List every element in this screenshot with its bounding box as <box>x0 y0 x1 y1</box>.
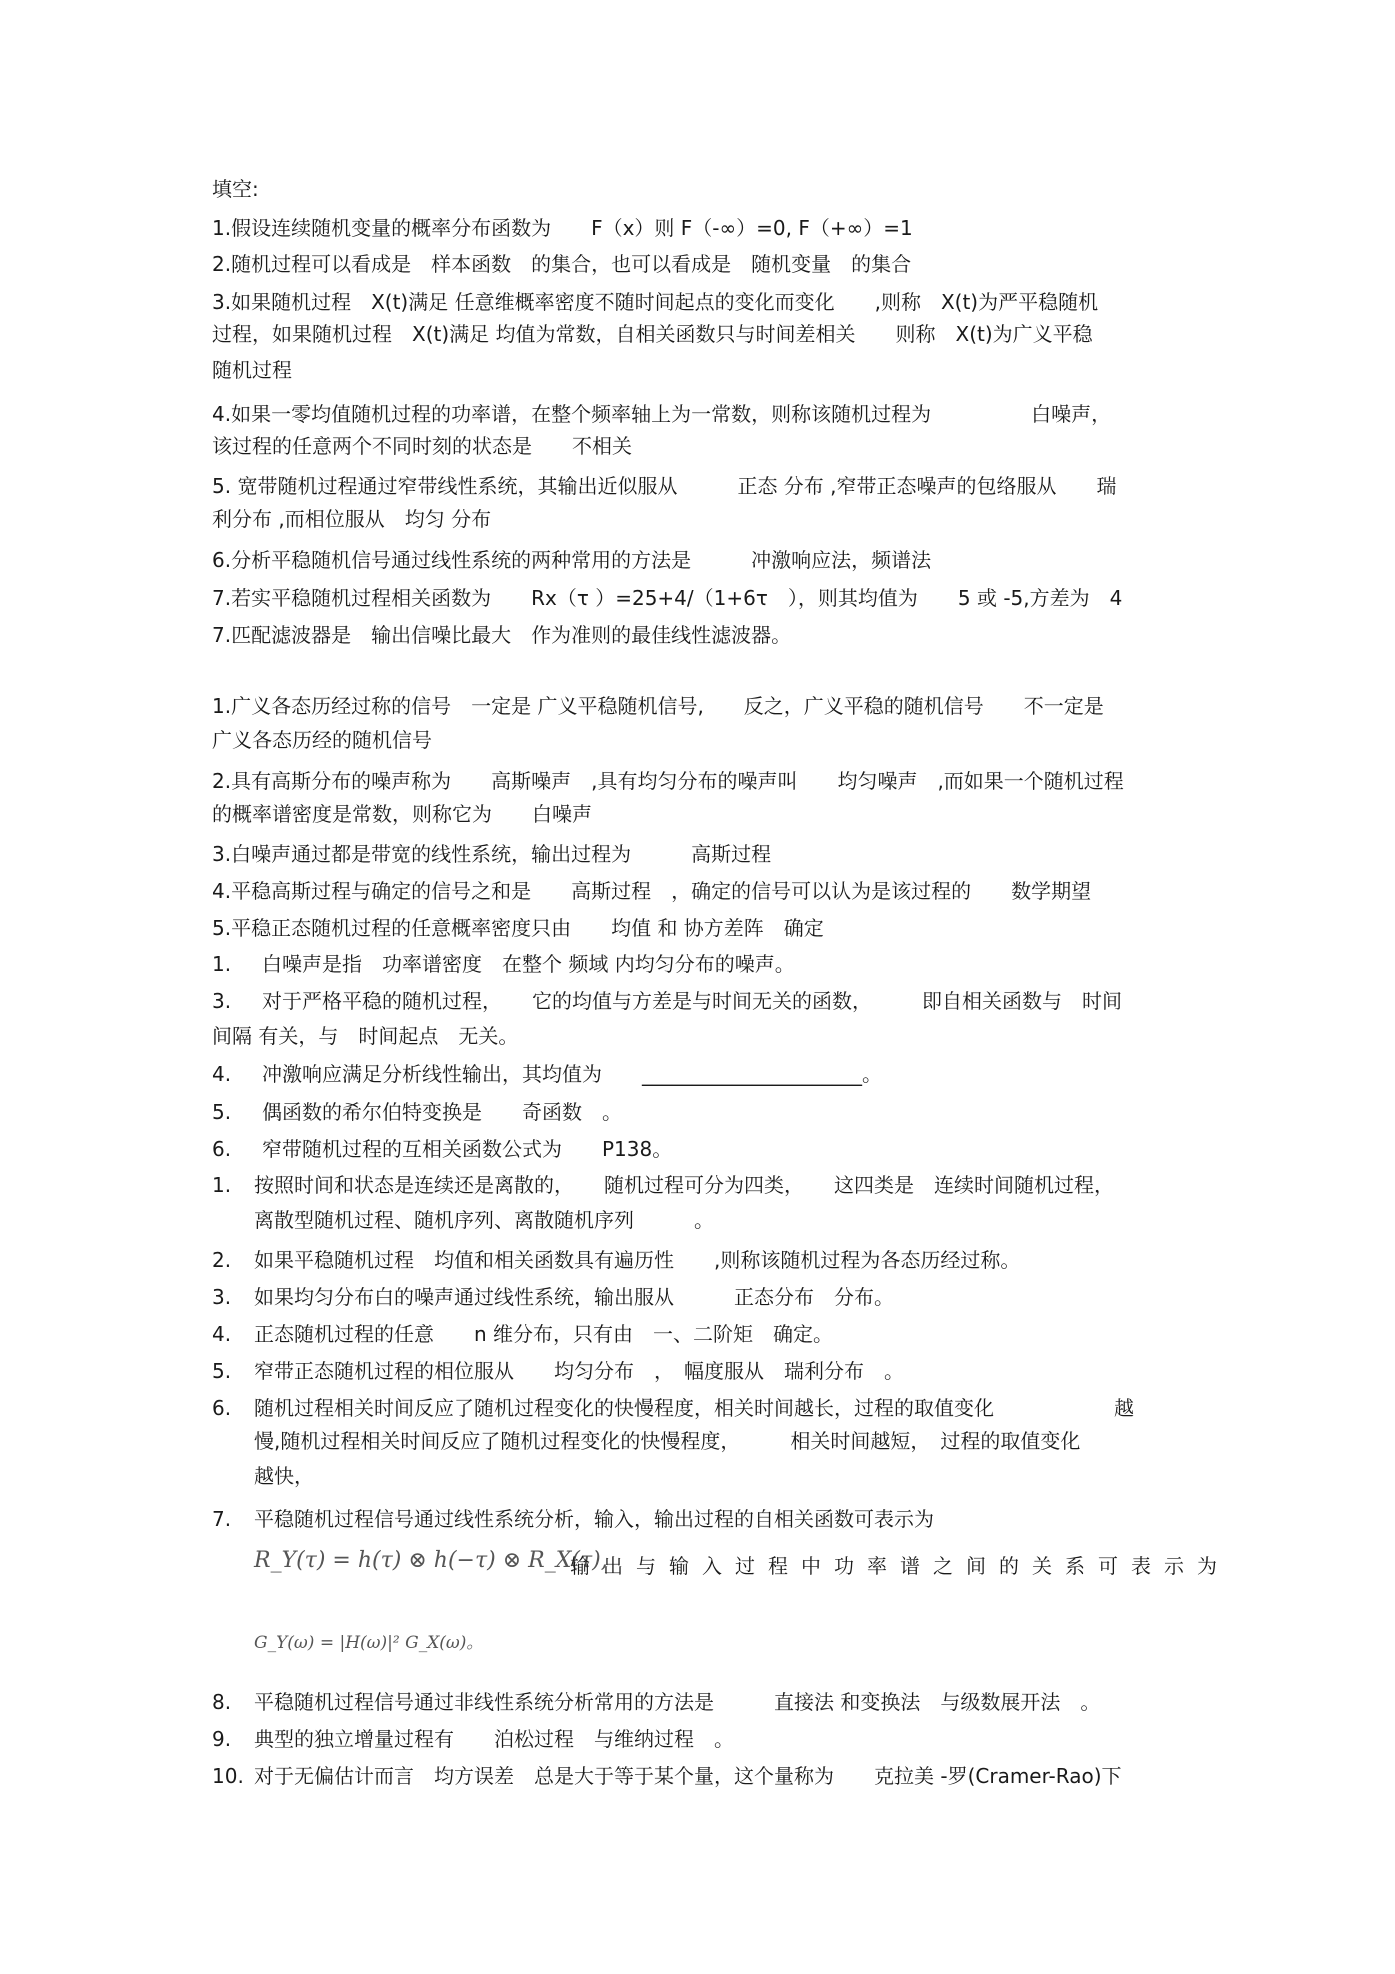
item-number: 8. <box>212 1690 232 1714</box>
text-line: 该过程的任意两个不同时刻的状态是 不相关 <box>212 434 632 458</box>
item-number: 6. <box>212 1137 232 1161</box>
item-text: 窄带正态随机过程的相位服从 均匀分布 ， 幅度服从 瑞利分布 。 <box>254 1359 904 1383</box>
text-line: 的概率谱密度是常数，则称它为 白噪声 <box>212 802 592 826</box>
text-line: 过程，如果随机过程 X(t)满足 均值为常数，自相关函数只与时间差相关 则称 X(t)为广义平稳 <box>212 322 1093 346</box>
text-line: 4.如果一零均值随机过程的功率谱，在整个频率轴上为一常数，则称该随机过程为 白噪声， <box>212 402 1112 426</box>
item-text: 典型的独立增量过程有 泊松过程 与维纳过程 。 <box>254 1727 734 1751</box>
text-line: 7.若实平稳随机过程相关函数为 Rx（τ ）=25+4/（1+6τ ），则其均值为 5 或 -5,方差为 4 <box>212 586 1123 610</box>
formula-autocorrelation: R_Y(τ) = h(τ) ⊗ h(−τ) ⊗ R_X(τ), <box>254 1548 608 1573</box>
text-line: 5. 宽带随机过程通过窄带线性系统，其输出近似服从 正态 分布 ,窄带正态噪声的包络服从 瑞 <box>212 474 1117 498</box>
section-header: 填空: <box>212 177 259 201</box>
item-text: 偶函数的希尔伯特变换是 奇函数 。 <box>262 1100 622 1124</box>
text-line: 7.匹配滤波器是 输出信噪比最大 作为准则的最佳线性滤波器。 <box>212 623 792 647</box>
text-line: 1.假设连续随机变量的概率分布函数为 F（x）则 F（-∞）=0, F（+∞）=1 <box>212 216 913 240</box>
item-text: 随机过程相关时间反应了随机过程变化的快慢程度，相关时间越长，过程的取值变化 越 <box>254 1396 1134 1420</box>
text-line: 3.白噪声通过都是带宽的线性系统，输出过程为 高斯过程 <box>212 842 772 866</box>
text-line: 3.如果随机过程 X(t)满足 任意维概率密度不随时间起点的变化而变化 ,则称 X(t)为严平稳随机 <box>212 290 1099 314</box>
item-text: 平稳随机过程信号通过非线性系统分析常用的方法是 直接法 和变换法 与级数展开法 。 <box>254 1690 1101 1714</box>
text-line: 4.平稳高斯过程与确定的信号之和是 高斯过程 ，确定的信号可以认为是该过程的 数学期望 <box>212 879 1092 903</box>
text-line: 5.平稳正态随机过程的任意概率密度只由 均值 和 协方差阵 确定 <box>212 916 824 940</box>
item-text: 白噪声是指 功率谱密度 在整个 频域 内均匀分布的噪声。 <box>262 952 795 976</box>
item-number: 9. <box>212 1727 232 1751</box>
text-line: 广义各态历经的随机信号 <box>212 728 432 752</box>
text-line: 2.具有高斯分布的噪声称为 高斯噪声 ,具有均匀分布的噪声叫 均匀噪声 ,而如果一个随机过程 <box>212 769 1124 793</box>
item-text: 间隔 有关，与 时间起点 无关。 <box>212 1024 519 1048</box>
item-number: 4. <box>212 1322 232 1346</box>
item-number: 6. <box>212 1396 232 1420</box>
item-number: 3. <box>212 989 232 1013</box>
item-text: 慢,随机过程相关时间反应了随机过程变化的快慢程度， 相关时间越短， 过程的取值变化 <box>254 1429 1081 1453</box>
item-text: 对于严格平稳的随机过程， 它的均值与方差是与时间无关的函数， 即自相关函数与 时间 <box>262 989 1122 1013</box>
item-number: 7. <box>212 1507 232 1531</box>
item-text: 冲激响应满足分析线性输出，其均值为 ______________________。 <box>262 1062 882 1086</box>
item-text: 平稳随机过程信号通过线性系统分析，输入，输出过程的自相关函数可表示为 <box>254 1507 934 1531</box>
text-line: 2.随机过程可以看成是 样本函数 的集合，也可以看成是 随机变量 的集合 <box>212 252 912 276</box>
item-text: 如果均匀分布白的噪声通过线性系统，输出服从 正态分布 分布。 <box>254 1285 894 1309</box>
item-number: 3. <box>212 1285 232 1309</box>
text-line: 随机过程 <box>212 358 292 382</box>
item-number: 4. <box>212 1062 232 1086</box>
item-number: 10. <box>212 1764 244 1788</box>
formula-caption: 输出与输入过程中功率谱之间的关系可表示为 <box>570 1554 1230 1578</box>
item-text: 按照时间和状态是连续还是离散的， 随机过程可分为四类， 这四类是 连续时间随机过程， <box>254 1173 1114 1197</box>
item-text: 正态随机过程的任意 n 维分布，只有由 一、二阶矩 确定。 <box>254 1322 834 1346</box>
item-number: 1. <box>212 1173 232 1197</box>
item-number: 2. <box>212 1248 232 1272</box>
item-text: 越快， <box>254 1464 314 1488</box>
text-line: 6.分析平稳随机信号通过线性系统的两种常用的方法是 冲激响应法，频谱法 <box>212 548 932 572</box>
item-number: 5. <box>212 1100 232 1124</box>
item-number: 1. <box>212 952 232 976</box>
item-text: 对于无偏估计而言 均方误差 总是大于等于某个量，这个量称为 克拉美 -罗(Cramer-Rao)下 <box>254 1764 1122 1788</box>
item-number: 5. <box>212 1359 232 1383</box>
item-text: 离散型随机过程、随机序列、离散随机序列 。 <box>254 1208 714 1232</box>
item-text: 如果平稳随机过程 均值和相关函数具有遍历性 ,则称该随机过程为各态历经过称。 <box>254 1248 1021 1272</box>
text-line: 1.广义各态历经过称的信号 一定是 广义平稳随机信号, 反之，广义平稳的随机信号 不一定是 <box>212 694 1104 718</box>
item-text: 窄带随机过程的互相关函数公式为 P138。 <box>262 1137 673 1161</box>
formula-power-spectrum: G_Y(ω) = |H(ω)|² G_X(ω)。 <box>254 1633 484 1653</box>
text-line: 利分布 ,而相位服从 均匀 分布 <box>212 507 492 531</box>
